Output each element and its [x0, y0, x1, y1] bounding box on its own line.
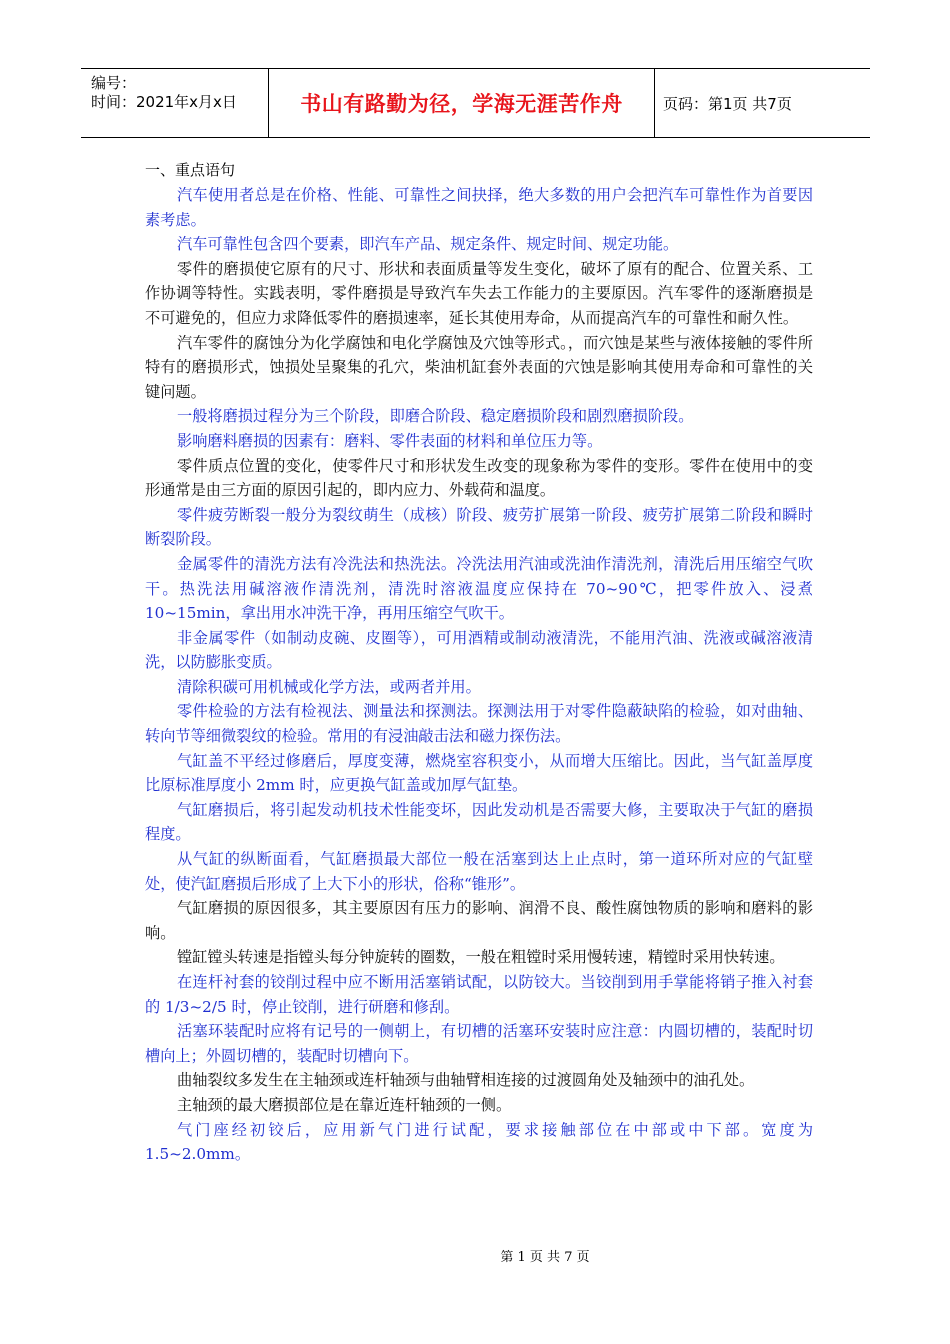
- paragraph: 在连杆衬套的铰削过程中应不断用活塞销试配，以防铰大。当铰削到用手掌能将销子推入衬套的 1/3~2/5 时，停止铰削，进行研磨和修刮。: [145, 973, 813, 1016]
- paragraph: 气缸磨损后，将引起发动机技术性能变坏，因此发动机是否需要大修，主要取决于气缸的磨损程度。: [145, 800, 813, 844]
- document-time: 时间：2021年x月x日: [91, 93, 237, 111]
- paragraph: 气缸磨损的原因很多，其主要原因有压力的影响、润滑不良、酸性腐蚀物质的影响和磨料的影响。: [145, 899, 813, 942]
- paragraph: 主轴颈的最大磨损部位是在靠近连杆轴颈的一侧。: [177, 1095, 512, 1114]
- paragraph: 清除积碳可用机械或化学方法，或两者并用。: [177, 677, 481, 696]
- paragraph: 从气缸的纵断面看，气缸磨损最大部位一般在活塞到达上止点时，第一道环所对应的气缸壁处，使汽缸磨损后形成了上大下小的形状，俗称“锥形”。: [145, 850, 813, 893]
- paragraph: 影响磨料磨损的因素有：磨料、零件表面的材料和单位压力等。: [177, 431, 603, 450]
- paragraph: 气门座经初铰后，应用新气门进行试配，要求接触部位在中部或中下部。宽度为 1.5~2.0mm。: [145, 1120, 813, 1164]
- paragraph: 零件的磨损使它原有的尺寸、形状和表面质量等发生变化，破坏了原有的配合、位置关系、工作协调等特性。实践表明，零件磨损是导致汽车失去工作能力的主要原因。汽车零件的逐渐磨损是不可避免的，但应力求降低零件的磨损速率，延长其使用寿命，从而提高汽车的可靠性和耐久性。: [145, 259, 813, 327]
- paragraph: 镗缸镗头转速是指镗头每分钟旋转的圈数，一般在粗镗时采用慢转速，精镗时采用快转速。: [177, 948, 785, 967]
- page-header: [81, 68, 870, 138]
- paragraph: 气缸盖不平经过修磨后，厚度变薄，燃烧室容积变小，从而增大压缩比。因此，当气缸盖厚度比原标准厚度小 2mm 时，应更换气缸盖或加厚气缸垫。: [145, 751, 813, 795]
- header-motto-cell: [269, 69, 655, 137]
- paragraph: 非金属零件（如制动皮碗、皮圈等），可用酒精或制动液清洗，不能用汽油、洗液或碱溶液清洗，以防膨胀变质。: [145, 628, 813, 672]
- paragraph: 汽车使用者总是在价格、性能、可靠性之间抉择，绝大多数的用户会把汽车可靠性作为首要因素考虑。: [145, 186, 813, 229]
- paragraph: 汽车零件的腐蚀分为化学腐蚀和电化学腐蚀及穴蚀等形式。，而穴蚀是某些与液体接触的零件所特有的磨损形式，蚀损处呈聚集的孔穴，柴油机缸套外表面的穴蚀是影响其使用寿命和可靠性的关键问题。: [145, 333, 813, 401]
- paragraph: 活塞环装配时应将有记号的一侧朝上，有切槽的活塞环安装时应注意：内圆切槽的，装配时切槽向上；外圆切槽的，装配时切槽向下。: [145, 1022, 813, 1065]
- header-page-info-cell: [663, 69, 870, 137]
- page-footer: 第 1 页 共 7 页: [500, 1250, 590, 1265]
- paragraph: 一般将磨损过程分为三个阶段，即磨合阶段、稳定磨损阶段和剧烈磨损阶段。: [177, 407, 694, 426]
- paragraph: 零件质点位置的变化，使零件尺寸和形状发生改变的现象称为零件的变形。零件在使用中的变形通常是由三方面的原因引起的，即内应力、外载荷和温度。: [145, 456, 813, 500]
- paragraph: 零件疲劳断裂一般分为裂纹萌生（成核）阶段、疲劳扩展第一阶段、疲劳扩展第二阶段和瞬时断裂阶段。: [145, 505, 813, 549]
- paragraph: 金属零件的清洗方法有冷洗法和热洗法。冷洗法用汽油或洗油作清洗剂，清洗后用压缩空气吹干。热洗法用碱溶液作清洗剂，清洗时溶液温度应保持在 70~90℃，把零件放入、浸煮 10~15min，拿出用水冲洗干净，再用压缩空气吹干。: [145, 554, 813, 623]
- section-title: 一、重点语句: [145, 161, 236, 179]
- paragraph: 汽车可靠性包含四个要素，即汽车产品、规定条件、规定时间、规定功能。: [177, 235, 679, 254]
- paragraph-list: [145, 183, 813, 1167]
- header-meta-cell: [81, 69, 269, 137]
- paragraph: 零件检验的方法有检视法、测量法和探测法。探测法用于对零件隐蔽缺陷的检验，如对曲轴、转向节等细微裂纹的检验。常用的有浸油敲击法和磁力探伤法。: [145, 702, 813, 746]
- motto-text: 书山有路勤为径，学海无涯苦作舟: [300, 92, 623, 116]
- document-body: [145, 158, 813, 1167]
- page-info: 页码：第1页 共7页: [663, 94, 792, 113]
- document-number-label: 编号：: [91, 74, 137, 92]
- paragraph: 曲轴裂纹多发生在主轴颈或连杆轴颈与曲轴臂相连接的过渡圆角处及轴颈中的油孔处。: [177, 1071, 755, 1090]
